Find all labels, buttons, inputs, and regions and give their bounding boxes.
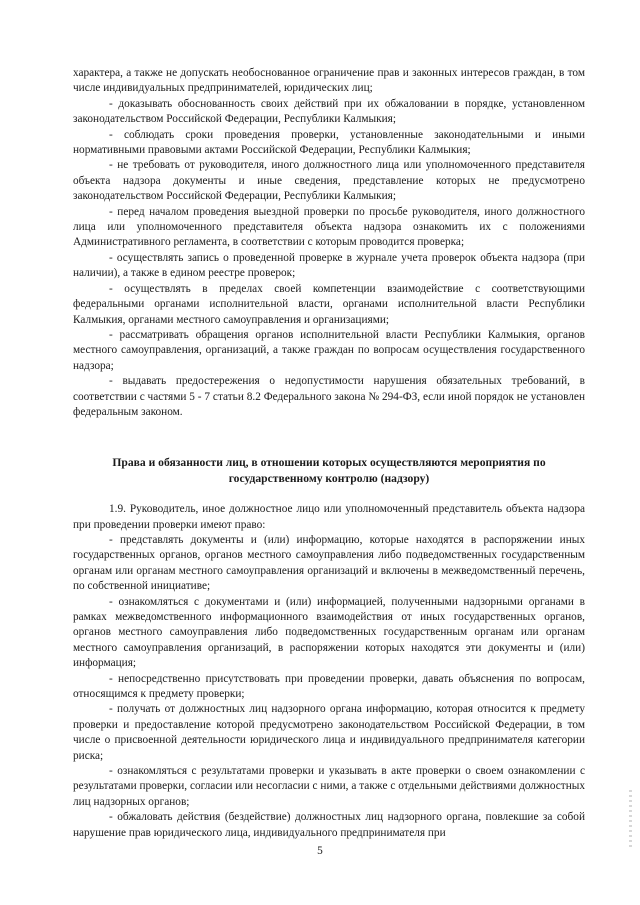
page-number: 5 (317, 845, 323, 857)
scan-edge-mark (629, 790, 632, 850)
page-content (73, 66, 585, 841)
paragraph-right-review-results: - ознакомляться с результатами проверки и указывать в акте проверки о своем ознакомлении с результатами проверки, согласии или несогласии с ними, а также с отдельными действиями должностных лиц надзорных органов; (73, 765, 585, 808)
paragraph-duty-consider-appeals: - рассматривать обращения органов исполнительной власти Республики Калмыкия, органов местного самоуправления, организаций, а также граждан по вопросам осуществления государственного надзора; (73, 328, 585, 372)
paragraph-duty-record-inspection: - осуществлять запись о проведенной проверке в журнале учета проверок объекта надзора (при наличии), а также в едином реестре проверок; (73, 251, 585, 280)
paragraph-continuation: характера, а также не допускать необоснованное ограничение прав и законных интересов граждан, в том числе индивидуальных предпринимателей, юридических лиц; (73, 67, 585, 95)
paragraph-duty-acquaint-regulation: - перед началом проведения выездной проверки по просьбе руководителя, иного должностного лица или уполномоченного представителя объекта надзора ознакомить их с положениями Административного регламента, в соответствии с которым проводится проверка; (73, 205, 585, 249)
paragraph-1-9-rights-intro: 1.9. Руководитель, иное должностное лицо или уполномоченный представитель объекта надзора при проведении проверки имеют право: (73, 503, 585, 531)
paragraph-duty-no-extra-documents: - не требовать от руководителя, иного должностного лица или уполномоченного представителя объекта надзора документы и иные сведения, представление которых не предусмотрено законодательством Российской Федерации, Республики Калмыкия; (73, 159, 585, 203)
paragraph-duty-interaction: - осуществлять в пределах своей компетенции взаимодействие с соответствующими федеральными органами исполнительной власти, органами исполнительной власти Республики Калмыкия, органами местного самоуправления и организациями; (73, 282, 585, 326)
paragraph-right-submit-documents: - представлять документы и (или) информацию, которые находятся в распоряжении иных государственных органов, органов местного самоуправления либо подведомственных государственным органам или органам местного самоуправления организаций и включены в межведомственный перечень, по собственной инициативе; (73, 533, 585, 593)
paragraph-right-review-documents: - ознакомляться с документами и (или) информацией, полученными надзорными органами в рамках межведомственного информационного взаимодействия от иных государственных органов, органов местного самоуправления либо подведомственных государственным органам или органам местного самоуправления организаций, в распоряжении которых находятся эти документы и (или) информация; (73, 595, 585, 670)
paragraph-right-appeal: - обжаловать действия (бездействие) должностных лиц надзорного органа, повлекшие за собой нарушение прав юридического лица, индивидуального предпринимателя при (73, 811, 585, 839)
paragraph-duty-observe-deadlines: - соблюдать сроки проведения проверки, установленные законодательными и иными нормативными правовыми актами Российской Федерации, Республики Калмыкия; (73, 128, 585, 157)
paragraph-right-be-present: - непосредственно присутствовать при проведении проверки, давать объяснения по вопросам, относящимся к предмету проверки; (73, 672, 585, 701)
paragraph-right-get-information: - получать от должностных лиц надзорного органа информацию, которая относится к предмету проверки и предоставление которой предусмотрено законодательством Российской Федерации, в том числе о присвоенной деятельности юридического лица и индивидуального предпринимателя категории риска; (73, 703, 585, 762)
section-heading: Права и обязанности лиц, в отношении которых осуществляются мероприятия по государственному контролю (надзору) (112, 456, 546, 485)
paragraph-duty-issue-warnings: - выдавать предостережения о недопустимости нарушения обязательных требований, в соответствии с частями 5 - 7 статьи 8.2 Федерального закона № 294-ФЗ, если иной порядок не установлен федеральным законом. (73, 375, 585, 418)
paragraph-duty-justify-actions: - доказывать обоснованность своих действий при их обжаловании в порядке, установленном законодательством Российской Федерации, Республики Калмыкия; (73, 97, 585, 126)
